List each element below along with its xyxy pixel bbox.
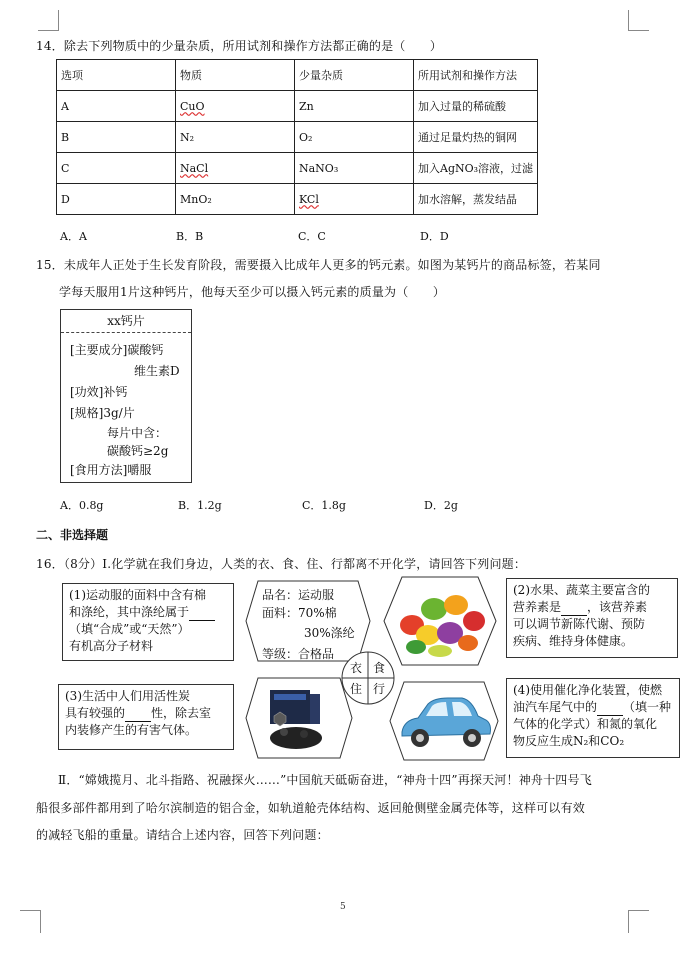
card-transport-question <box>506 678 680 758</box>
answer-blank[interactable] <box>561 603 587 616</box>
table-cell-method: 加水溶解，蒸发结晶 <box>414 184 538 215</box>
label-spec: [规格]3g/片 <box>70 406 135 420</box>
card1-line2-text: 和涤纶，其中涤纶属于 <box>69 605 190 619</box>
table-cell-method: 加入AgNO₃溶液，过滤 <box>414 153 538 184</box>
table-cell-substance: MnO₂ <box>176 184 295 215</box>
center-yi: 衣 <box>350 661 363 675</box>
activated-carbon-image <box>244 676 354 760</box>
card1-line4: 有机高分子材料 <box>69 639 154 653</box>
table-cell-substance <box>176 91 295 122</box>
tag-grade: 等级：合格品 <box>262 647 335 661</box>
card3-line2 <box>65 705 227 722</box>
center-xing: 行 <box>373 682 386 696</box>
part2-line1: Ⅱ．“嫦娥揽月、北斗指路、祝融探火……”中国航天砥砺奋进，“神舟十四”再探天河！神舟十四号飞 <box>58 773 592 787</box>
table-cell-impurity: Zn <box>295 91 414 122</box>
table-row <box>57 122 538 153</box>
card-clothing-question <box>62 583 234 661</box>
label-effect: [功效]补钙 <box>70 385 128 399</box>
table-cell-substance: N₂ <box>176 122 295 153</box>
card4-line2 <box>513 699 673 716</box>
section-title: 二、非选择题 <box>36 528 109 542</box>
question-14-stem: 14．除去下列物质中的少量杂质，所用试剂和操作方法都正确的是（ ） <box>36 39 443 53</box>
card4-line2-text: 油汽车尾气中的 <box>513 700 598 714</box>
q14-choice-d[interactable]: D．D <box>420 230 449 243</box>
card3-line2-text: 具有较强的 <box>65 706 126 720</box>
substance-text: NaCl <box>180 161 209 175</box>
center-shi: 食 <box>373 661 386 675</box>
crop-mark-top-left <box>38 10 59 31</box>
q15-choice-b[interactable]: B．1.2g <box>178 499 222 512</box>
card4-line1: (4)使用催化净化装置，使燃 <box>513 683 662 697</box>
crop-mark-bottom-left <box>20 910 41 933</box>
label-title: xx钙片 <box>61 310 191 333</box>
card1-line1: (1)运动服的面料中含有棉 <box>69 588 206 602</box>
table-header-row <box>57 60 538 91</box>
card1-line3: （填“合成”或“天然”） <box>69 622 190 636</box>
table-cell-option: B <box>57 122 176 153</box>
card2-line3: 可以调节新陈代谢、预防 <box>513 617 646 631</box>
table-header-cell: 少量杂质 <box>295 60 414 91</box>
card4-line3: 气体的化学式）和氮的氧化 <box>513 717 658 731</box>
label-ingredient: [主要成分]碳酸钙 <box>70 343 164 357</box>
fruits-vegetables-image <box>382 575 498 667</box>
calcium-tablet-label <box>60 309 192 483</box>
table-cell-substance <box>176 153 295 184</box>
question-14-table <box>56 59 538 215</box>
crop-mark-top-right <box>628 10 649 31</box>
table-cell-impurity: NaNO₃ <box>295 153 414 184</box>
table-cell-impurity: O₂ <box>295 122 414 153</box>
card3-line2-suffix: 性，除去室 <box>151 706 212 720</box>
question-16-stem: 16．（8分）Ⅰ.化学就在我们身边，人类的衣、食、住、行都离不开化学，请回答下列问题： <box>36 557 527 571</box>
label-vitamin: 维生素D <box>134 364 180 378</box>
card2-line4: 疾病、维持身体健康。 <box>513 634 634 648</box>
table-cell-option: A <box>57 91 176 122</box>
table-cell-method: 通过足量灼热的铜网 <box>414 122 538 153</box>
table-header-cell: 物质 <box>176 60 295 91</box>
card-food-question <box>506 578 678 658</box>
card-housing-question <box>58 684 234 750</box>
q14-choice-a[interactable]: A．A <box>60 230 87 243</box>
table-header-cell: 所用试剂和操作方法 <box>414 60 538 91</box>
card4-line2-suffix: （填一种 <box>623 700 672 714</box>
impurity-text: KCl <box>299 192 319 206</box>
label-content: 碳酸钙≥2g <box>107 444 169 458</box>
q15-choice-d[interactable]: D．2g <box>424 499 458 512</box>
table-row <box>57 153 538 184</box>
page-number: 5 <box>340 902 346 912</box>
substance-text: CuO <box>180 99 205 113</box>
tag-fabric2: 30%涤纶 <box>304 626 355 640</box>
table-row <box>57 184 538 215</box>
card2-line2-suffix: ，该营养素 <box>587 600 648 614</box>
crop-mark-bottom-right <box>628 910 649 933</box>
card1-line2 <box>69 604 227 621</box>
table-cell-method: 加入过量的稀硫酸 <box>414 91 538 122</box>
center-zhu: 住 <box>350 682 363 696</box>
card2-line2-text: 营养素是 <box>513 600 562 614</box>
question-15-stem-line2: 学每天服用1片这种钙片，他每天至少可以摄入钙元素的质量为（ ） <box>59 285 446 299</box>
label-per-tablet: 每片中含： <box>107 426 168 440</box>
q15-choice-a[interactable]: A．0.8g <box>60 499 104 512</box>
q14-choice-b[interactable]: B．B <box>176 230 204 243</box>
q15-choice-c[interactable]: C．1.8g <box>302 499 346 512</box>
tag-name: 品名：运动服 <box>262 588 335 602</box>
car-image <box>388 680 500 762</box>
table-cell-option: C <box>57 153 176 184</box>
card4-line4: 物反应生成N₂和CO₂ <box>513 734 625 748</box>
table-row <box>57 91 538 122</box>
card3-line1: (3)生活中人们用活性炭 <box>65 689 190 703</box>
table-cell-option: D <box>57 184 176 215</box>
answer-blank[interactable] <box>189 608 215 621</box>
answer-blank[interactable] <box>597 703 623 716</box>
label-usage: [食用方法]嚼服 <box>70 463 152 477</box>
tag-fabric: 面料：70%棉 <box>262 606 337 620</box>
question-15-stem-line1: 15．未成年人正处于生长发育阶段，需要摄入比成年人更多的钙元素。如图为某钙片的商品标签，若某同 <box>36 258 601 272</box>
table-header-cell: 选项 <box>57 60 176 91</box>
card3-line3: 内装修产生的有害气体。 <box>65 723 198 737</box>
table-cell-impurity <box>295 184 414 215</box>
part2-line3: 的减轻飞船的重量。请结合上述内容，回答下列问题： <box>36 828 329 842</box>
card2-line1: (2)水果、蔬菜主要富含的 <box>513 583 650 597</box>
part2-line2: 船很多部件都用到了哈尔滨制造的铝合金，如轨道舱壳体结构、返回舱侧壁金属壳体等，这样可以有效 <box>36 801 586 815</box>
answer-blank[interactable] <box>125 709 151 722</box>
q14-choice-c[interactable]: C．C <box>298 230 326 243</box>
card2-line2 <box>513 599 671 616</box>
